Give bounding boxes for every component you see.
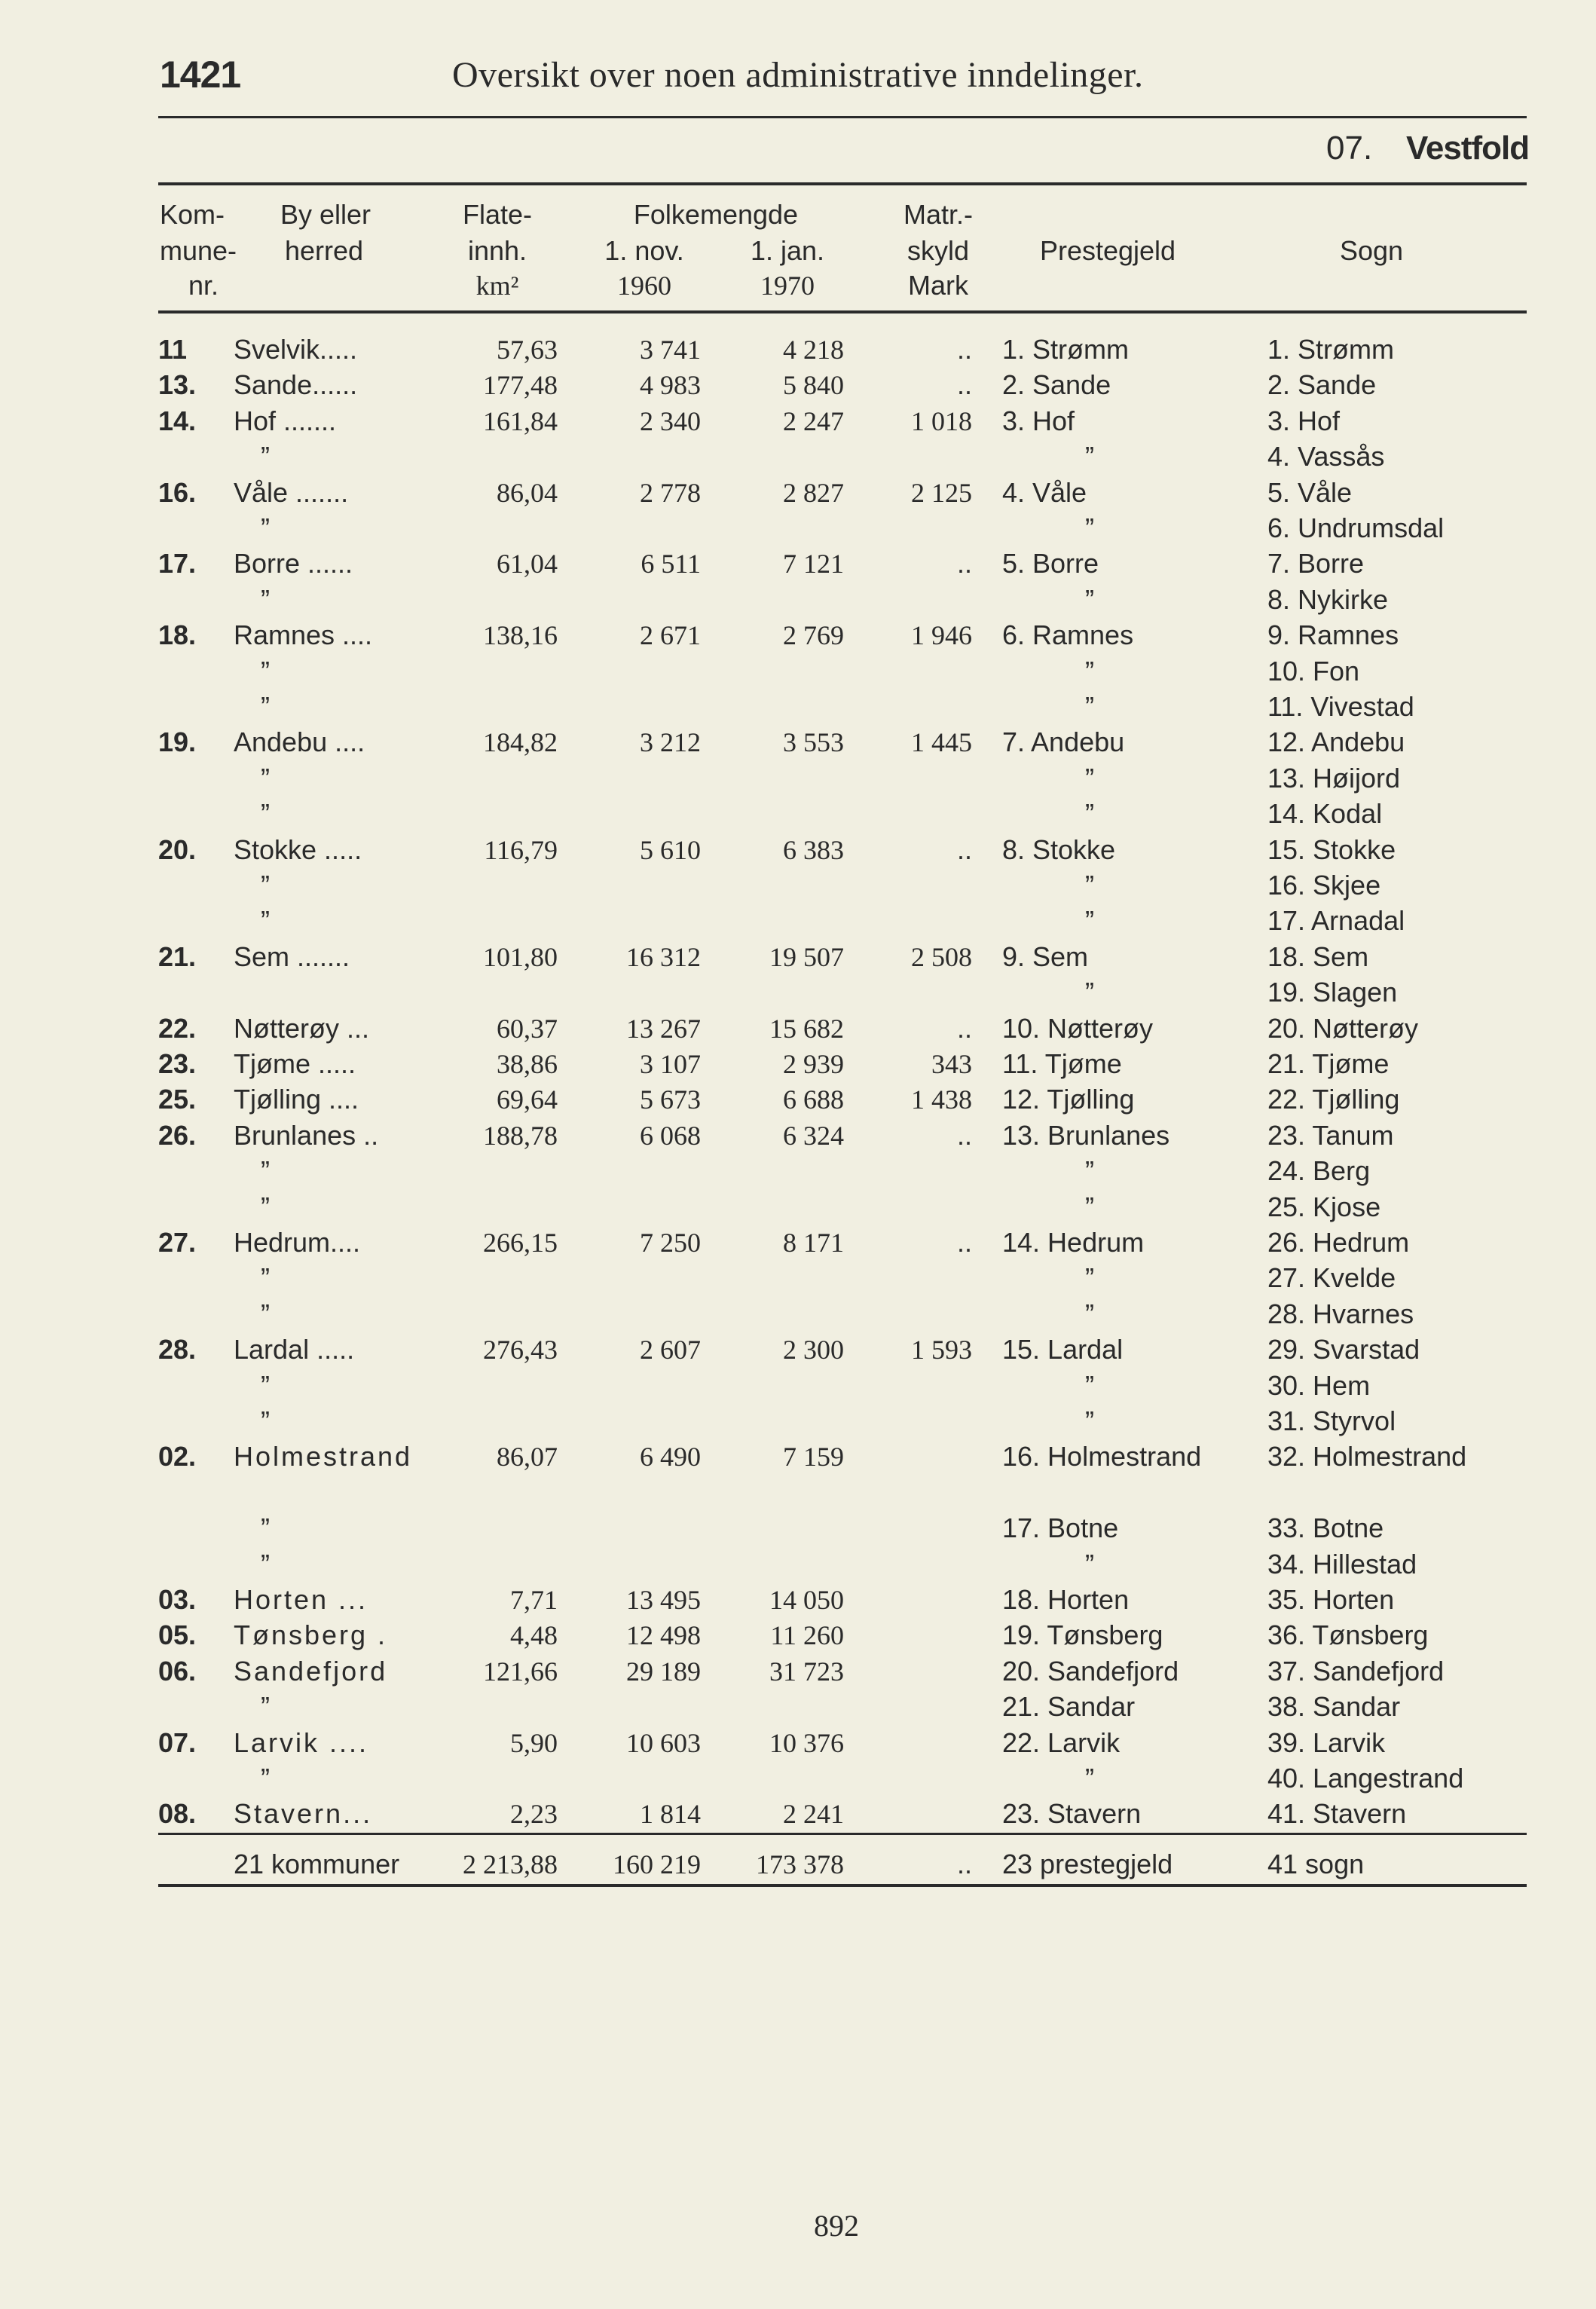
- population-1960: 12 498: [626, 1620, 701, 1651]
- kommune-nr: 27.: [158, 1227, 197, 1258]
- col-kommune-nr-1: Kom-: [160, 199, 225, 230]
- table-row: [0, 724, 1596, 760]
- table-row: [0, 475, 1596, 511]
- population-1960: 10 603: [626, 1727, 701, 1758]
- kommune-name: Lardal .....: [234, 1334, 355, 1366]
- kommune-name: Stavern...: [234, 1798, 373, 1830]
- population-1960: 5 673: [640, 1084, 701, 1115]
- table-row: [0, 367, 1596, 403]
- population-1960: 13 495: [626, 1585, 701, 1615]
- table-row: [0, 1582, 1596, 1618]
- table-row: [0, 546, 1596, 582]
- sogn: 5. Våle: [1267, 476, 1353, 508]
- sogn: 14. Kodal: [1267, 798, 1383, 830]
- sogn: 8. Nykirke: [1267, 583, 1389, 615]
- ditto-mark: ”: [1085, 870, 1094, 901]
- matrikkel-skyld: 1 018: [911, 405, 972, 436]
- table-row: [0, 903, 1596, 939]
- ditto-mark: ”: [261, 798, 270, 830]
- matrikkel-skyld: 343: [931, 1049, 972, 1079]
- area-km2: 4,48: [510, 1620, 558, 1651]
- prestegjeld: 16. Holmestrand: [1002, 1441, 1202, 1473]
- col-kommune-nr-2: mune-: [160, 235, 237, 266]
- matrikkel-skyld: 1 438: [911, 1084, 972, 1115]
- table-row: [0, 1403, 1596, 1439]
- kommune-name: Stokke .....: [234, 833, 362, 865]
- prestegjeld: 23. Stavern: [1002, 1798, 1142, 1830]
- sogn: 32. Holmestrand: [1267, 1441, 1467, 1473]
- ditto-mark: ”: [1085, 691, 1094, 722]
- population-1960: 29 189: [626, 1656, 701, 1687]
- table-row: [0, 832, 1596, 868]
- ditto-mark: ”: [1085, 1763, 1094, 1794]
- kommune-name: Sande......: [234, 369, 358, 401]
- ditto-mark: ”: [1085, 798, 1094, 830]
- header-bottom-rule: [158, 310, 1527, 313]
- col-prestegjeld: Prestegjeld: [1039, 235, 1176, 266]
- sogn: 24. Berg: [1267, 1155, 1371, 1187]
- col-kommune-nr-3: nr.: [188, 270, 219, 301]
- table-row: [0, 1617, 1596, 1653]
- prestegjeld: 8. Stokke: [1002, 833, 1116, 865]
- kommune-name: Brunlanes ..: [234, 1119, 379, 1151]
- matrikkel-skyld: ..: [956, 1012, 972, 1044]
- ditto-mark: ”: [261, 655, 270, 687]
- col-matr-1: Matr.-: [903, 199, 973, 230]
- ditto-mark: ”: [1085, 1405, 1094, 1436]
- kommune-nr: 23.: [158, 1048, 197, 1079]
- population-1970: 10 376: [769, 1727, 844, 1758]
- ditto-mark: ”: [1085, 1155, 1094, 1187]
- area-km2: 184,82: [483, 727, 558, 758]
- table-row: [0, 1653, 1596, 1690]
- prestegjeld: 9. Sem: [1002, 940, 1089, 972]
- kommune-nr: 19.: [158, 726, 197, 758]
- prestegjeld: 12. Tjølling: [1002, 1084, 1135, 1115]
- table-row: [0, 1368, 1596, 1404]
- kommune-name: Ramnes ....: [234, 619, 373, 651]
- prestegjeld: 5. Borre: [1002, 548, 1099, 580]
- ditto-mark: ”: [261, 870, 270, 901]
- table-row: [0, 689, 1596, 725]
- table-row: [0, 1153, 1596, 1189]
- sogn: 38. Sandar: [1267, 1691, 1401, 1723]
- matrikkel-skyld: 2 508: [911, 941, 972, 972]
- kommune-name: Holmestrand: [234, 1441, 413, 1473]
- population-1970: 2 827: [783, 477, 844, 508]
- sogn: 17. Arnadal: [1267, 905, 1405, 937]
- table-row: [0, 1475, 1596, 1511]
- col-matr-3: Mark: [908, 270, 968, 301]
- kommune-name: Borre ......: [234, 548, 353, 580]
- prestegjeld: 18. Horten: [1002, 1584, 1130, 1615]
- prestegjeld: 4. Våle: [1002, 476, 1087, 508]
- population-1970: 6 324: [783, 1120, 844, 1151]
- area-km2: 116,79: [484, 834, 558, 865]
- kommune-nr: 14.: [158, 405, 197, 436]
- sogn: 13. Høijord: [1267, 762, 1401, 794]
- ditto-mark: ”: [1085, 1191, 1094, 1222]
- population-1960: 4 983: [640, 370, 701, 401]
- sogn: 12. Andebu: [1267, 726, 1405, 758]
- total-pop-1970: 173 378: [756, 1849, 844, 1879]
- kommune-nr: 02.: [158, 1441, 197, 1473]
- sogn: 10. Fon: [1267, 655, 1360, 687]
- ditto-mark: ”: [261, 1369, 270, 1401]
- col-by-herred-1: By eller: [280, 199, 371, 230]
- col-jan-2: 1970: [760, 271, 815, 301]
- table-row: [0, 1689, 1596, 1725]
- col-folkemengde: Folkemengde: [633, 199, 799, 230]
- table-row: [0, 760, 1596, 797]
- population-1970: 7 121: [783, 549, 844, 580]
- prestegjeld: 2. Sande: [1002, 369, 1111, 401]
- total-bottom-rule: [158, 1884, 1527, 1887]
- sogn: 15. Stokke: [1267, 833, 1396, 865]
- kommune-nr: 17.: [158, 548, 197, 580]
- ditto-mark: ”: [1085, 1369, 1094, 1401]
- table-row: [0, 1796, 1596, 1832]
- table-row: [0, 653, 1596, 690]
- table-top-rule: [158, 182, 1527, 185]
- population-1970: 6 688: [783, 1084, 844, 1115]
- table-row: [0, 1225, 1596, 1261]
- ditto-mark: ”: [261, 762, 270, 794]
- area-km2: 2,23: [510, 1799, 558, 1830]
- col-by-herred-2: herred: [285, 235, 364, 266]
- kommune-nr: 05.: [158, 1619, 197, 1651]
- sogn: 27. Kvelde: [1267, 1262, 1396, 1294]
- ditto-mark: ”: [261, 1763, 270, 1794]
- total-top-rule: [158, 1833, 1527, 1835]
- prestegjeld: 15. Lardal: [1002, 1334, 1124, 1366]
- kommune-nr: 28.: [158, 1334, 197, 1366]
- kommune-name: Våle .......: [234, 476, 349, 508]
- table-row: [0, 1046, 1596, 1082]
- kommune-name: Tjøme .....: [234, 1048, 356, 1079]
- ditto-mark: ”: [261, 1298, 270, 1329]
- kommune-nr: 26.: [158, 1119, 197, 1151]
- table-row: [0, 1118, 1596, 1154]
- col-flate-1: Flate-: [462, 199, 533, 230]
- table-row: [0, 439, 1596, 475]
- area-km2: 121,66: [483, 1656, 558, 1687]
- ditto-mark: ”: [261, 1405, 270, 1436]
- ditto-mark: ”: [261, 1191, 270, 1222]
- population-1960: 6 511: [641, 549, 701, 580]
- area-km2: 266,15: [483, 1228, 558, 1258]
- population-1960: 7 250: [640, 1228, 701, 1258]
- sogn: 30. Hem: [1267, 1369, 1371, 1401]
- ditto-mark: ”: [261, 441, 270, 473]
- kommune-nr: 22.: [158, 1012, 197, 1044]
- table-row: [0, 1189, 1596, 1225]
- kommune-name: Larvik ....: [234, 1726, 369, 1758]
- population-1970: 2 241: [783, 1799, 844, 1830]
- population-1970: 2 247: [783, 405, 844, 436]
- population-1960: 3 212: [640, 727, 701, 758]
- prestegjeld: 22. Larvik: [1002, 1726, 1121, 1758]
- ditto-mark: ”: [1085, 583, 1094, 615]
- area-km2: 161,84: [483, 405, 558, 436]
- table-row: [0, 1725, 1596, 1761]
- prestegjeld: 3. Hof: [1002, 405, 1075, 436]
- table-row: [0, 796, 1596, 832]
- sogn: 21. Tjøme: [1267, 1048, 1390, 1079]
- prestegjeld: 17. Botne: [1002, 1512, 1119, 1544]
- region-code: 07.: [1326, 130, 1373, 167]
- sogn: 6. Undrumsdal: [1267, 512, 1445, 543]
- population-1970: 3 553: [783, 727, 844, 758]
- sogn: 18. Sem: [1267, 940, 1369, 972]
- population-1970: 2 769: [783, 620, 844, 651]
- sogn: 36. Tønsberg: [1267, 1619, 1429, 1651]
- table-row: [0, 867, 1596, 904]
- total-sogn: 41 sogn: [1267, 1849, 1365, 1879]
- sogn: 23. Tanum: [1267, 1119, 1394, 1151]
- table-row: [0, 1760, 1596, 1797]
- ditto-mark: ”: [1085, 762, 1094, 794]
- population-1970: 15 682: [769, 1013, 844, 1044]
- population-1970: 19 507: [769, 941, 844, 972]
- ditto-mark: ”: [261, 905, 270, 937]
- population-1970: 14 050: [769, 1585, 844, 1615]
- prestegjeld: 11. Tjøme: [1002, 1048, 1122, 1079]
- prestegjeld: 6. Ramnes: [1002, 619, 1134, 651]
- table-row: [0, 510, 1596, 546]
- col-flate-2: innh.: [467, 235, 527, 266]
- sogn: 2. Sande: [1267, 369, 1377, 401]
- total-matr: ..: [956, 1849, 972, 1879]
- sogn: 11. Vivestad: [1267, 691, 1414, 722]
- ditto-mark: ”: [261, 1155, 270, 1187]
- area-km2: 5,90: [510, 1727, 558, 1758]
- kommune-nr: 03.: [158, 1584, 197, 1615]
- prestegjeld: 21. Sandar: [1002, 1691, 1136, 1723]
- col-nov-2: 1960: [617, 271, 671, 301]
- kommune-name: Sem .......: [234, 940, 350, 972]
- ditto-mark: ”: [1085, 905, 1094, 937]
- total-pop-1960: 160 219: [613, 1849, 701, 1879]
- kommune-name: Andebu ....: [234, 726, 365, 758]
- ditto-mark: ”: [261, 1548, 270, 1580]
- population-1970: 2 939: [783, 1049, 844, 1079]
- population-1960: 6 490: [640, 1442, 701, 1473]
- col-flate-3: km²: [475, 271, 519, 301]
- area-km2: 276,43: [483, 1335, 558, 1366]
- population-1960: 3 107: [640, 1049, 701, 1079]
- kommune-name: Tønsberg .: [234, 1619, 388, 1651]
- population-1960: 2 671: [640, 620, 701, 651]
- prestegjeld: 1. Strømm: [1002, 334, 1129, 365]
- population-1960: 3 741: [640, 335, 701, 365]
- prestegjeld: 20. Sandefjord: [1002, 1655, 1179, 1687]
- page-number: 1421: [160, 54, 241, 96]
- prestegjeld: 13. Brunlanes: [1002, 1119, 1170, 1151]
- area-km2: 38,86: [497, 1049, 558, 1079]
- area-km2: 86,07: [497, 1442, 558, 1473]
- table-row: [0, 1260, 1596, 1296]
- matrikkel-skyld: 1 946: [911, 620, 972, 651]
- sogn: 26. Hedrum: [1267, 1227, 1410, 1258]
- table-row: [0, 1439, 1596, 1475]
- sogn: 19. Slagen: [1267, 977, 1398, 1008]
- population-1960: 5 610: [640, 834, 701, 865]
- kommune-nr: 21.: [158, 940, 197, 972]
- col-jan-1: 1. jan.: [750, 235, 825, 266]
- ditto-mark: ”: [261, 1262, 270, 1294]
- kommune-nr: 11: [158, 334, 188, 365]
- region-name: Vestfold: [1406, 130, 1530, 167]
- ditto-mark: ”: [261, 583, 270, 615]
- sogn: 22. Tjølling: [1267, 1084, 1400, 1115]
- kommune-nr: 20.: [158, 833, 197, 865]
- kommune-name: Tjølling ....: [234, 1084, 359, 1115]
- table-row: [0, 1081, 1596, 1118]
- kommune-nr: 06.: [158, 1655, 197, 1687]
- sogn: 29. Svarstad: [1267, 1334, 1420, 1366]
- area-km2: 7,71: [510, 1585, 558, 1615]
- sogn: 25. Kjose: [1267, 1191, 1381, 1222]
- sogn: 7. Borre: [1267, 548, 1365, 580]
- kommune-name: Sandefjord: [234, 1655, 388, 1687]
- matrikkel-skyld: ..: [956, 1227, 972, 1258]
- sogn: 16. Skjee: [1267, 870, 1381, 901]
- kommune-name: Hof .......: [234, 405, 337, 436]
- population-1960: 1 814: [640, 1799, 701, 1830]
- sogn: 37. Sandefjord: [1267, 1655, 1445, 1687]
- sogn: 4. Vassås: [1267, 441, 1385, 473]
- ditto-mark: ”: [1085, 655, 1094, 687]
- kommune-nr: 18.: [158, 619, 197, 651]
- sogn: 31. Styrvol: [1267, 1405, 1396, 1436]
- area-km2: 60,37: [497, 1013, 558, 1044]
- header-rule: [158, 116, 1527, 118]
- table-row: [0, 332, 1596, 368]
- matrikkel-skyld: ..: [956, 334, 972, 365]
- kommune-name: Svelvik.....: [234, 334, 358, 365]
- matrikkel-skyld: 1 445: [911, 727, 972, 758]
- sogn: 3. Hof: [1267, 405, 1341, 436]
- matrikkel-skyld: ..: [956, 1119, 972, 1151]
- total-prestegjeld: 23 prestegjeld: [1002, 1849, 1173, 1879]
- total-label: 21 kommuner: [234, 1849, 400, 1879]
- matrikkel-skyld: 2 125: [911, 477, 972, 508]
- ditto-mark: ”: [1085, 1548, 1094, 1580]
- table-row: [0, 1332, 1596, 1368]
- matrikkel-skyld: ..: [956, 369, 972, 401]
- sogn: 40. Langestrand: [1267, 1763, 1464, 1794]
- population-1970: 4 218: [783, 335, 844, 365]
- area-km2: 86,04: [497, 477, 558, 508]
- footer-page-number: 892: [814, 2209, 859, 2243]
- population-1960: 6 068: [640, 1120, 701, 1151]
- table-row: [0, 1510, 1596, 1546]
- ditto-mark: ”: [261, 1691, 270, 1723]
- table-row: [0, 1546, 1596, 1583]
- kommune-nr: 13.: [158, 369, 197, 401]
- ditto-mark: ”: [1085, 1298, 1094, 1329]
- sogn: 35. Horten: [1267, 1584, 1395, 1615]
- population-1970: 31 723: [769, 1656, 844, 1687]
- area-km2: 138,16: [483, 620, 558, 651]
- table-row: [0, 582, 1596, 618]
- sogn: 20. Nøtterøy: [1267, 1012, 1419, 1044]
- area-km2: 57,63: [497, 335, 558, 365]
- population-1960: 16 312: [626, 941, 701, 972]
- col-nov-1: 1. nov.: [604, 235, 684, 266]
- kommune-name: Nøtterøy ...: [234, 1012, 369, 1044]
- kommune-nr: 25.: [158, 1084, 197, 1115]
- ditto-mark: ”: [1085, 1262, 1094, 1294]
- ditto-mark: ”: [261, 691, 270, 722]
- kommune-name: Horten ...: [234, 1584, 368, 1615]
- population-1970: 8 171: [783, 1228, 844, 1258]
- table-row: [0, 617, 1596, 653]
- population-1960: 2 340: [640, 405, 701, 436]
- sogn: 41. Stavern: [1267, 1798, 1407, 1830]
- total-row: [0, 1846, 1596, 1882]
- ditto-mark: ”: [261, 512, 270, 543]
- table-row: [0, 1296, 1596, 1332]
- area-km2: 177,48: [483, 370, 558, 401]
- prestegjeld: 10. Nøtterøy: [1002, 1012, 1154, 1044]
- sogn: 34. Hillestad: [1267, 1548, 1417, 1580]
- population-1970: 6 383: [783, 834, 844, 865]
- population-1960: 2 778: [640, 477, 701, 508]
- population-1970: 5 840: [783, 370, 844, 401]
- area-km2: 101,80: [483, 941, 558, 972]
- population-1970: 2 300: [783, 1335, 844, 1366]
- total-area: 2 213,88: [463, 1849, 558, 1879]
- col-matr-2: skyld: [907, 235, 970, 266]
- matrikkel-skyld: ..: [956, 833, 972, 865]
- kommune-nr: 16.: [158, 476, 197, 508]
- kommune-name: Hedrum....: [234, 1227, 361, 1258]
- prestegjeld: 7. Andebu: [1002, 726, 1125, 758]
- area-km2: 69,64: [497, 1084, 558, 1115]
- matrikkel-skyld: 1 593: [911, 1335, 972, 1366]
- sogn: 28. Hvarnes: [1267, 1298, 1414, 1329]
- table-row: [0, 403, 1596, 439]
- sogn: 9. Ramnes: [1267, 619, 1399, 651]
- table-row: [0, 939, 1596, 975]
- ditto-mark: ”: [1085, 441, 1094, 473]
- page-title: Oversikt over noen administrative inndelinger.: [452, 55, 1144, 95]
- ditto-mark: ”: [1085, 977, 1094, 1008]
- population-1970: 7 159: [783, 1442, 844, 1473]
- sogn: 33. Botne: [1267, 1512, 1384, 1544]
- sogn: 1. Strømm: [1267, 334, 1394, 365]
- col-sogn: Sogn: [1339, 235, 1404, 266]
- table-row: [0, 1011, 1596, 1047]
- population-1960: 2 607: [640, 1335, 701, 1366]
- ditto-mark: ”: [261, 1512, 270, 1544]
- kommune-nr: 07.: [158, 1726, 197, 1758]
- matrikkel-skyld: ..: [956, 548, 972, 580]
- prestegjeld: 14. Hedrum: [1002, 1227, 1145, 1258]
- area-km2: 61,04: [497, 549, 558, 580]
- population-1960: 13 267: [626, 1013, 701, 1044]
- prestegjeld: 19. Tønsberg: [1002, 1619, 1163, 1651]
- population-1970: 11 260: [770, 1620, 844, 1651]
- area-km2: 188,78: [483, 1120, 558, 1151]
- ditto-mark: ”: [1085, 512, 1094, 543]
- kommune-nr: 08.: [158, 1798, 197, 1830]
- sogn: 39. Larvik: [1267, 1726, 1386, 1758]
- table-row: [0, 974, 1596, 1011]
